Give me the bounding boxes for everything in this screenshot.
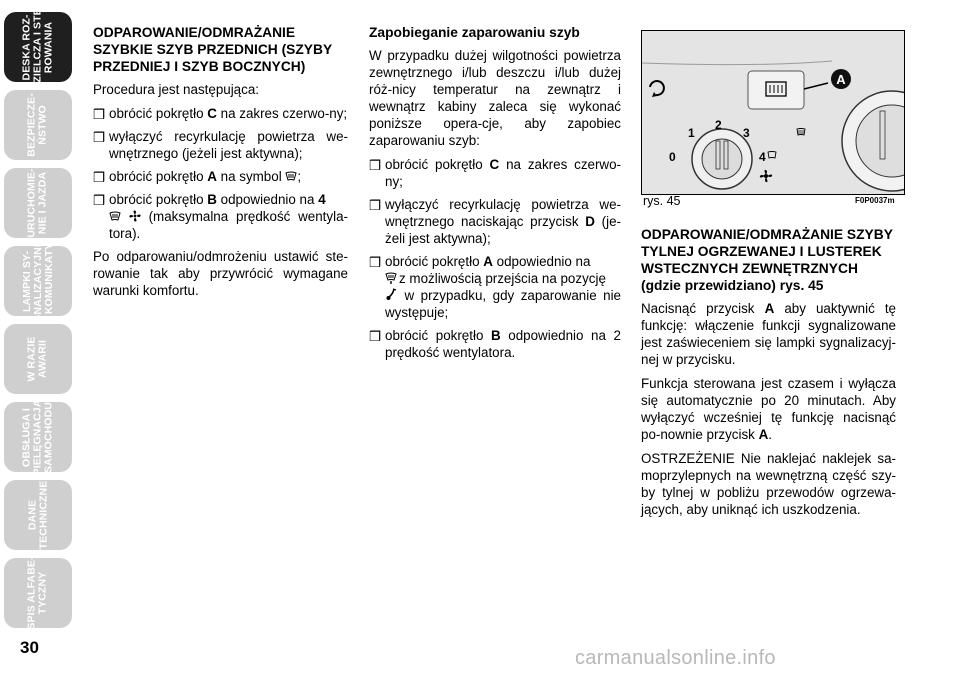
- section-heading-prevent-fogging: Zapobieganie zaparowaniu szyb: [369, 25, 580, 40]
- list-item: ❒ wyłączyć recyrkulację powietrza we-wnętrznego naciskając przycisk D (je-żeli jest aktywna);: [369, 197, 621, 246]
- checkbox-bullet-icon: ❒: [93, 130, 106, 145]
- column-2: [369, 24, 621, 367]
- tab-uruchomienie[interactable]: URUCHOMIE- NIE I JAZDA: [4, 168, 72, 238]
- checkbox-bullet-icon: ❒: [369, 329, 382, 344]
- intro-text: W przypadku dużej wilgotności powietrza zewnętrznego i/lub deszczu i/lub dużej róż-nicy temperatur na zewnątrz i wewnątrz kabiny zaleca się wykonać poniższe opera-cje, aby zapobiec zaparowaniu szyb:: [369, 48, 621, 148]
- svg-text:2: 2: [715, 118, 722, 132]
- checkbox-bullet-icon: ❒: [93, 107, 106, 122]
- figure-code: F0P0037m: [855, 196, 895, 205]
- checkbox-bullet-icon: ❒: [93, 170, 106, 185]
- svg-text:1: 1: [688, 126, 695, 140]
- checkbox-bullet-icon: ❒: [93, 193, 106, 208]
- list-item: ❒ wyłączyć recyrkulację powietrza we-wnętrznego (jeżeli jest aktywna);: [93, 129, 348, 161]
- checkbox-bullet-icon: ❒: [369, 198, 382, 213]
- windscreen-defrost-icon: [109, 211, 121, 222]
- figure-climate-panel: [641, 30, 905, 195]
- tab-obsluga[interactable]: OBSŁUGA I PIELĘGNACJA SAMOCHODU: [4, 402, 72, 472]
- warning-paragraph: OSTRZEŻENIE Nie naklejać naklejek sa-moprzylepnych na wewnętrzną część szy-by tylnej w pobliżu przewodów ogrzewa-jących, aby uniknąć ich uszkodzenia.: [641, 451, 896, 517]
- list-item: ❒ obrócić pokrętło B odpowiednio na 4 (maksymalna prędkość wentyla-tora).: [93, 192, 348, 241]
- list-item: ❒ obrócić pokrętło C na zakres czerwo-ny;: [93, 106, 348, 122]
- tab-spis-alfabetyczny[interactable]: SPIS ALFABE- TYCZNY: [4, 558, 72, 628]
- tab-deska-rozdzielcza[interactable]: DESKA ROZ- DZIELCZA I STE- ROWANIA: [4, 12, 72, 82]
- list-item: ❒ obrócić pokrętło C na zakres czerwo-ny;: [369, 157, 621, 189]
- tab-bezpieczenstwo[interactable]: BEZPIECZE- ŃSTWO: [4, 90, 72, 160]
- tab-w-razie-awarii[interactable]: W RAZIE AWARII: [4, 324, 72, 394]
- page-number: 30: [20, 638, 39, 657]
- section-heading-rear-defrost: ODPAROWANIE/ODMRAŻANIE SZYBY TYLNEJ OGRZEWANEJ I LUSTEREK WSTECZNYCH ZEWNĘTRZNYCH (gdzie przewidziano) rys. 45: [641, 227, 893, 293]
- windscreen-defrost-icon: [285, 171, 297, 182]
- svg-text:3: 3: [743, 126, 750, 140]
- outro-text: Po odparowaniu/odmrożeniu ustawić ste-rowanie tak aby przywrócić wymagane warunki komfortu.: [93, 249, 348, 298]
- callout-a: [831, 69, 851, 89]
- windscreen-feet-icon: [385, 272, 399, 284]
- list-item: ❒ obrócić pokrętło A na symbol ;: [93, 169, 302, 185]
- paragraph: Nacisnąć przycisk A aby uaktywnić tę funkcję: włączenie funkcji sygnalizowane jest zaświeceniem się lampki sygnalizacyj-nej w przycisku.: [641, 301, 897, 367]
- paragraph: Funkcja sterowana jest czasem i wyłącza się automatycznie po 20 minutach. Aby wyłączyć wcześniej tę funkcję nacisnąć po-nownie przycisk A.: [641, 376, 896, 442]
- watermark: carmanualsonline.info: [575, 647, 776, 669]
- fan-icon: [129, 210, 141, 222]
- intro-text: Procedura jest następująca:: [93, 82, 259, 97]
- procedure-list: [369, 156, 621, 361]
- checkbox-bullet-icon: ❒: [369, 255, 382, 270]
- tab-dane-techniczne[interactable]: DANE TECHNICZNE: [4, 480, 72, 550]
- checkbox-bullet-icon: ❒: [369, 158, 382, 173]
- procedure-list: [93, 105, 348, 242]
- climate-control-illustration: [642, 31, 904, 194]
- column-1: [93, 24, 348, 306]
- svg-text:A: A: [836, 72, 846, 87]
- figure-caption: rys. 45: [643, 194, 681, 208]
- svg-text:0: 0: [669, 150, 676, 164]
- tab-lampki[interactable]: LAMPKI SY- GNALIZACYJNE I KOMUNIKATY: [4, 246, 72, 316]
- list-item: ❒ obrócić pokrętło A odpowiednio na z możliwością przejścia na pozycję w przypadku, gdy zaparowanie nie występuje;: [369, 254, 621, 320]
- section-heading-fast-defrost: ODPAROWANIE/ODMRAŻANIE SZYBKIE SZYB PRZEDNICH (SZYBY PRZEDNIEJ I SZYB BOCZNYCH): [93, 25, 332, 74]
- list-item: ❒ obrócić pokrętło B odpowiednio na 2 prędkość wentylatora.: [369, 328, 621, 360]
- feet-vent-icon: [385, 288, 398, 301]
- svg-text:4: 4: [759, 150, 766, 164]
- column-3: [641, 226, 896, 525]
